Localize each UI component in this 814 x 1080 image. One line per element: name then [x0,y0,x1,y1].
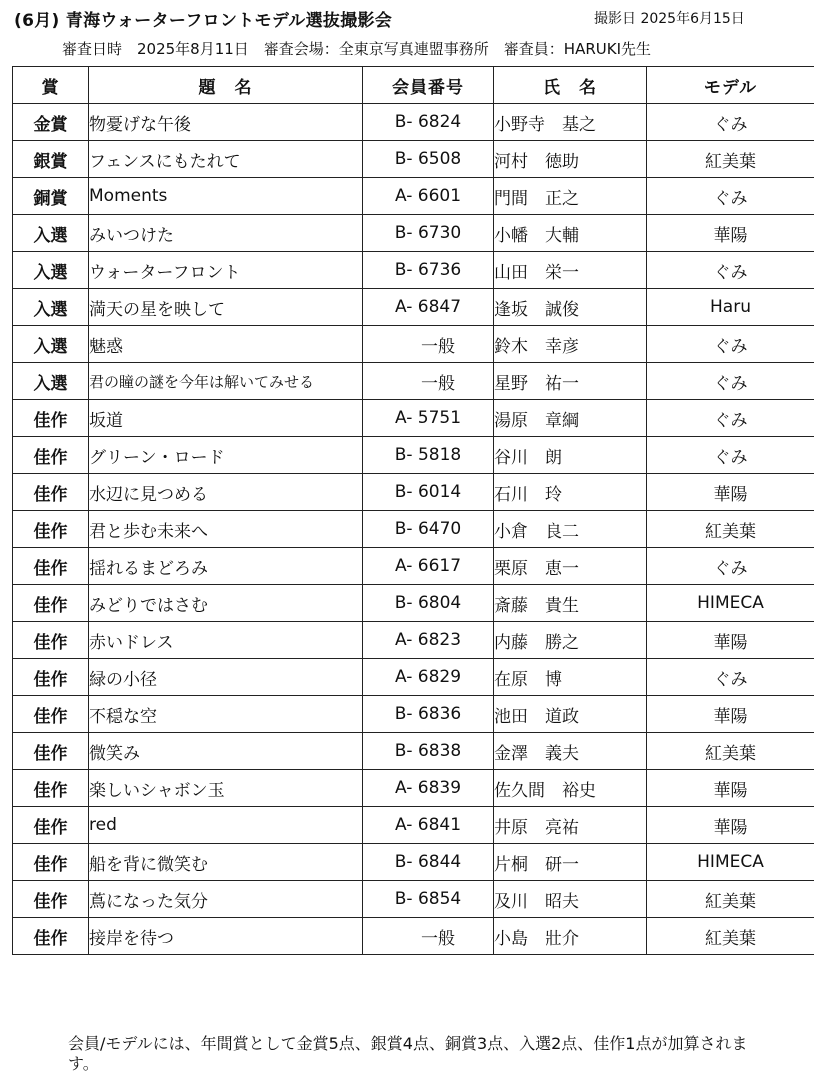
member-number-cell: B- 6844 [363,844,494,881]
model-cell: 紅美葉 [647,881,814,918]
award-cell: 佳作 [13,770,89,807]
award-cell: 佳作 [13,733,89,770]
model-cell: 華陽 [647,696,814,733]
member-number-cell: B- 6836 [363,696,494,733]
member-number-cell: B- 5818 [363,437,494,474]
award-cell: 金賞 [13,104,89,141]
table-row [13,474,814,511]
model-cell: HIMECA [647,585,814,622]
header-award: 賞 [13,67,89,104]
title-cell: 水辺に見つめる [89,474,363,511]
award-cell: 銀賞 [13,141,89,178]
title-cell: 君と歩む未来へ [89,511,363,548]
review-info: 審査日時 2025年8月11日 審査会場：全東京写真連盟事務所 審査員：HARUKI先生 [62,40,652,58]
table-row [13,770,814,807]
model-cell: ぐみ [647,437,814,474]
member-number-cell: A- 5751 [363,400,494,437]
table-row [13,511,814,548]
table-row [13,437,814,474]
model-cell: ぐみ [647,400,814,437]
header-model: モデル [647,67,814,104]
table-row [13,363,814,400]
award-cell: 佳作 [13,474,89,511]
member-number-cell: B- 6470 [363,511,494,548]
model-cell: ぐみ [647,178,814,215]
table-row [13,844,814,881]
model-cell: 華陽 [647,622,814,659]
shoot-date: 撮影日 2025年6月15日 [594,11,745,27]
model-cell: 華陽 [647,474,814,511]
table-row [13,289,814,326]
name-cell: 及川 昭夫 [494,881,647,918]
title-cell: 蔦になった気分 [89,881,363,918]
model-cell: ぐみ [647,548,814,585]
title-cell: 船を背に微笑む [89,844,363,881]
name-cell: 山田 栄一 [494,252,647,289]
title-cell: red [89,807,363,844]
award-cell: 佳作 [13,881,89,918]
model-cell: ぐみ [647,659,814,696]
table-row [13,881,814,918]
table-row [13,807,814,844]
award-cell: 佳作 [13,585,89,622]
member-number-cell: A- 6617 [363,548,494,585]
model-cell: 華陽 [647,770,814,807]
table-header-row [13,67,814,104]
model-cell: 紅美葉 [647,141,814,178]
name-cell: 門間 正之 [494,178,647,215]
member-number-cell: B- 6838 [363,733,494,770]
member-number-cell: B- 6730 [363,215,494,252]
header-member-number: 会員番号 [363,67,494,104]
model-cell: ぐみ [647,252,814,289]
name-cell: 小倉 良二 [494,511,647,548]
table-row [13,215,814,252]
name-cell: 小幡 大輔 [494,215,647,252]
table-row [13,733,814,770]
member-number-cell: 一般 [363,326,494,363]
title-cell: フェンスにもたれて [89,141,363,178]
award-cell: 佳作 [13,807,89,844]
name-cell: 池田 道政 [494,696,647,733]
member-number-cell: B- 6804 [363,585,494,622]
page-title: (6月) 青海ウォーターフロントモデル選抜撮影会 [14,11,393,31]
award-cell: 佳作 [13,696,89,733]
name-cell: 在原 博 [494,659,647,696]
points-note: 会員/モデルには、年間賞として金賞5点、銀賞4点、銅賞3点、入選2点、佳作1点が加算されます。 [68,1034,748,1073]
header-name: 氏 名 [494,67,647,104]
award-cell: 入選 [13,215,89,252]
name-cell: 湯原 章綱 [494,400,647,437]
model-cell: HIMECA [647,844,814,881]
model-cell: 華陽 [647,215,814,252]
name-cell: 石川 玲 [494,474,647,511]
member-number-cell: B- 6736 [363,252,494,289]
table-row [13,585,814,622]
member-number-cell: A- 6601 [363,178,494,215]
table-row [13,622,814,659]
title-cell: みいつけた [89,215,363,252]
header-title: 題 名 [89,67,363,104]
title-cell: 微笑み [89,733,363,770]
model-cell: ぐみ [647,104,814,141]
award-cell: 佳作 [13,437,89,474]
name-cell: 星野 祐一 [494,363,647,400]
table-row [13,252,814,289]
title-cell: 緑の小径 [89,659,363,696]
name-cell: 井原 亮祐 [494,807,647,844]
table-row [13,104,814,141]
table-row [13,548,814,585]
title-cell: 楽しいシャボン玉 [89,770,363,807]
title-cell: 不穏な空 [89,696,363,733]
table-row [13,696,814,733]
title-cell: Moments [89,178,363,215]
title-cell: 揺れるまどろみ [89,548,363,585]
name-cell: 小島 壯介 [494,918,647,955]
title-cell: 坂道 [89,400,363,437]
model-cell: 紅美葉 [647,918,814,955]
member-number-cell: A- 6829 [363,659,494,696]
name-cell: 鈴木 幸彦 [494,326,647,363]
title-cell: 君の瞳の謎を今年は解いてみせる [89,363,363,400]
member-number-cell: A- 6841 [363,807,494,844]
name-cell: 小野寺 基之 [494,104,647,141]
member-number-cell: 一般 [363,918,494,955]
model-cell: 紅美葉 [647,511,814,548]
award-cell: 佳作 [13,918,89,955]
name-cell: 片桐 研一 [494,844,647,881]
title-cell: グリーン・ロード [89,437,363,474]
model-cell: 華陽 [647,807,814,844]
award-cell: 佳作 [13,400,89,437]
model-cell: ぐみ [647,326,814,363]
name-cell: 佐久間 裕史 [494,770,647,807]
award-cell: 佳作 [13,622,89,659]
table-row [13,918,814,955]
name-cell: 内藤 勝之 [494,622,647,659]
model-cell: ぐみ [647,363,814,400]
name-cell: 斎藤 貴生 [494,585,647,622]
title-cell: 魅惑 [89,326,363,363]
member-number-cell: A- 6847 [363,289,494,326]
member-number-cell: A- 6839 [363,770,494,807]
title-cell: みどりではさむ [89,585,363,622]
award-cell: 入選 [13,289,89,326]
member-number-cell: 一般 [363,363,494,400]
model-cell: Haru [647,289,814,326]
table-row [13,326,814,363]
member-number-cell: B- 6854 [363,881,494,918]
member-number-cell: A- 6823 [363,622,494,659]
title-cell: ウォーターフロント [89,252,363,289]
award-cell: 佳作 [13,548,89,585]
name-cell: 逢坂 誠俊 [494,289,647,326]
name-cell: 金澤 義夫 [494,733,647,770]
award-cell: 佳作 [13,659,89,696]
title-cell: 満天の星を映して [89,289,363,326]
member-number-cell: B- 6014 [363,474,494,511]
member-number-cell: B- 6824 [363,104,494,141]
title-cell: 赤いドレス [89,622,363,659]
name-cell: 河村 徳助 [494,141,647,178]
results-table [12,66,814,955]
award-cell: 入選 [13,252,89,289]
table-row [13,400,814,437]
award-cell: 入選 [13,363,89,400]
name-cell: 栗原 恵一 [494,548,647,585]
member-number-cell: B- 6508 [363,141,494,178]
title-cell: 接岸を待つ [89,918,363,955]
model-cell: 紅美葉 [647,733,814,770]
name-cell: 谷川 朗 [494,437,647,474]
table-row [13,178,814,215]
award-cell: 入選 [13,326,89,363]
award-cell: 銅賞 [13,178,89,215]
title-cell: 物憂げな午後 [89,104,363,141]
award-cell: 佳作 [13,511,89,548]
table-row [13,659,814,696]
table-row [13,141,814,178]
award-cell: 佳作 [13,844,89,881]
